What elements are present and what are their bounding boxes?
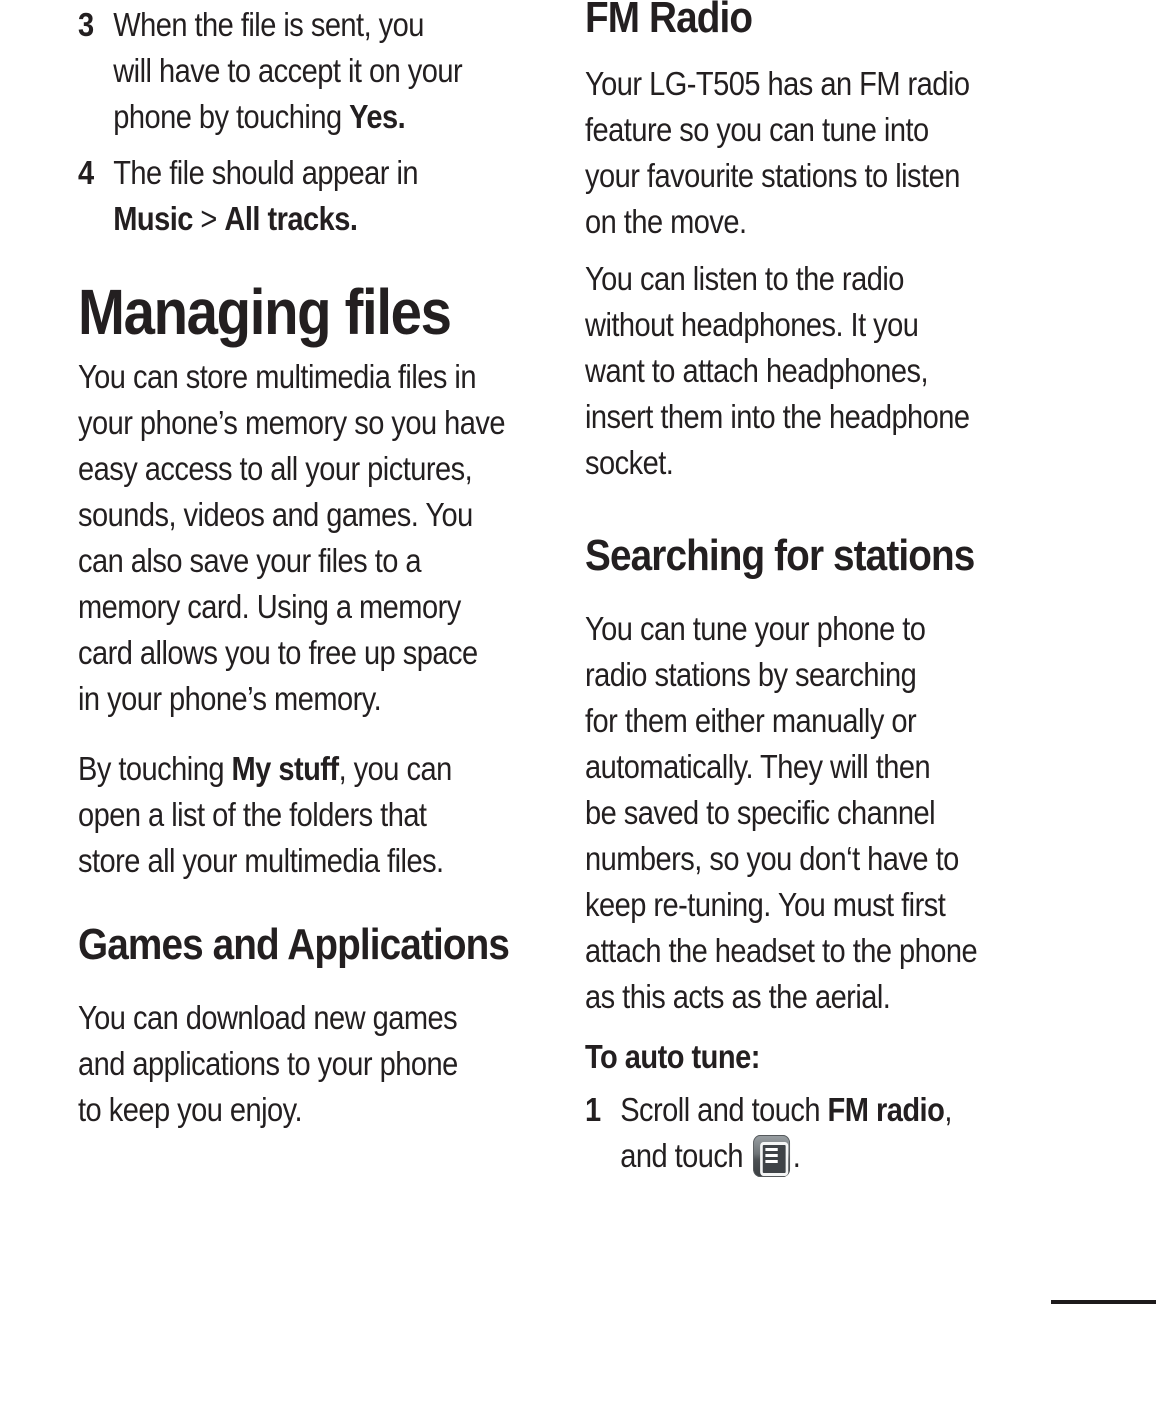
text-segment: phone by touching — [113, 98, 350, 135]
text-segment: automatically. They will then — [585, 748, 931, 785]
text-segment: , you can — [338, 750, 452, 787]
text-segment: your phone’s memory so you have — [78, 404, 506, 441]
text-segment: sounds, videos and games. You — [78, 496, 473, 533]
text-segment: in your phone’s memory. — [78, 680, 382, 717]
text-segment: insert them into the headphone — [585, 398, 970, 435]
list-item-text — [113, 2, 462, 140]
to-auto-tune-label: To auto tune: — [585, 1038, 760, 1075]
text-segment: memory card. Using a memory — [78, 588, 461, 625]
text-segment: By touching — [78, 750, 232, 787]
paragraph-fm-radio-2 — [585, 256, 977, 486]
text-line — [113, 94, 462, 140]
text-line — [585, 652, 977, 698]
text-line — [78, 792, 509, 838]
text-segment: You can tune your phone to — [585, 610, 926, 647]
text-segment: My stuff — [231, 750, 339, 787]
text-segment: on the move. — [585, 203, 747, 240]
paragraph-managing-files-1 — [78, 354, 509, 722]
text-line — [585, 790, 977, 836]
text-segment: will have to accept it on your — [113, 52, 463, 89]
list-item-number: 3 — [78, 6, 94, 43]
section-heading-games-and-applications: Games and Applications — [78, 920, 510, 969]
text-segment: The file should appear in — [113, 154, 419, 191]
footer-rule — [1051, 1300, 1156, 1304]
text-line — [78, 400, 509, 446]
text-line — [585, 698, 977, 744]
section-heading-fm-radio: FM Radio — [585, 0, 753, 42]
text-line — [78, 676, 509, 722]
text-segment: want to attach headphones, — [585, 352, 929, 389]
text-segment: store all your multimedia files. — [78, 842, 444, 879]
text-line — [585, 974, 977, 1020]
text-line — [585, 302, 977, 348]
text-line — [113, 150, 418, 196]
left-column — [78, 2, 509, 1133]
text-line — [585, 440, 977, 486]
text-line — [585, 61, 977, 107]
text-line — [620, 1087, 952, 1133]
text-segment: All tracks. — [224, 200, 358, 237]
text-line — [78, 354, 509, 400]
text-line — [585, 348, 977, 394]
text-segment: easy access to all your pictures, — [78, 450, 473, 487]
text-segment: your favourite stations to listen — [585, 157, 960, 194]
text-segment: without headphones. It you — [585, 306, 919, 343]
text-segment: , — [944, 1091, 952, 1128]
text-line — [78, 838, 509, 884]
text-line — [585, 394, 977, 440]
text-segment: and touch — [620, 1137, 751, 1174]
text-segment: as this acts as the aerial. — [585, 978, 891, 1015]
text-line — [78, 492, 509, 538]
text-line — [113, 48, 462, 94]
text-segment: FM radio — [827, 1091, 945, 1128]
text-line — [78, 1087, 509, 1133]
paragraph-fm-radio-1 — [585, 61, 977, 245]
text-line — [585, 882, 977, 928]
text-line — [585, 928, 977, 974]
text-line — [585, 153, 977, 199]
list-item-number: 4 — [78, 154, 94, 191]
text-segment: Music — [113, 200, 193, 237]
options-menu-key-icon — [753, 1135, 790, 1177]
list-item-text — [113, 150, 418, 242]
text-segment: radio stations by searching — [585, 656, 917, 693]
list-item-number: 1 — [585, 1091, 601, 1128]
text-segment: and applications to your phone — [78, 1045, 458, 1082]
text-segment: Your LG-T505 has an FM radio — [585, 65, 970, 102]
text-line — [585, 107, 977, 153]
text-segment: feature so you can tune into — [585, 111, 929, 148]
text-segment: > — [192, 200, 225, 237]
text-line — [78, 446, 509, 492]
right-column — [585, 0, 977, 1179]
text-line — [620, 1133, 952, 1179]
text-segment: You can store multimedia files in — [78, 358, 476, 395]
text-line — [78, 995, 509, 1041]
text-line — [78, 584, 509, 630]
text-line — [78, 746, 509, 792]
text-line — [113, 2, 462, 48]
text-segment: When the file is sent, you — [113, 6, 424, 43]
chapter-heading-managing-files: Managing files — [78, 276, 451, 348]
text-line — [78, 630, 509, 676]
text-line — [585, 606, 977, 652]
text-segment: keep re-tuning. You must first — [585, 886, 946, 923]
text-segment: to keep you enjoy. — [78, 1091, 303, 1128]
text-segment: can also save your files to a — [78, 542, 422, 579]
text-line — [585, 256, 977, 302]
text-segment: socket. — [585, 444, 674, 481]
paragraph-searching-for-stations — [585, 606, 977, 1020]
text-segment: card allows you to free up space — [78, 634, 478, 671]
text-segment: attach the headset to the phone — [585, 932, 978, 969]
list-item-3 — [78, 2, 509, 140]
list-item-1 — [585, 1087, 977, 1179]
text-segment: for them either manually or — [585, 702, 917, 739]
text-segment: You can download new games — [78, 999, 458, 1036]
text-line — [78, 538, 509, 584]
text-segment: open a list of the folders that — [78, 796, 427, 833]
paragraph-managing-files-2 — [78, 746, 509, 884]
paragraph-games-and-applications — [78, 995, 509, 1133]
list-item-text — [620, 1087, 952, 1179]
text-segment: numbers, so you don‘t have to — [585, 840, 959, 877]
text-line — [113, 196, 418, 242]
text-segment: be saved to specific channel — [585, 794, 936, 831]
section-heading-searching-for-stations: Searching for stations — [585, 531, 975, 580]
text-line — [78, 1041, 509, 1087]
text-line — [585, 199, 977, 245]
text-segment: Scroll and touch — [620, 1091, 828, 1128]
text-segment: . — [792, 1137, 801, 1174]
text-segment: You can listen to the radio — [585, 260, 904, 297]
text-line — [585, 836, 977, 882]
text-segment: Yes. — [349, 98, 406, 135]
text-line — [585, 744, 977, 790]
list-item-4 — [78, 150, 509, 242]
